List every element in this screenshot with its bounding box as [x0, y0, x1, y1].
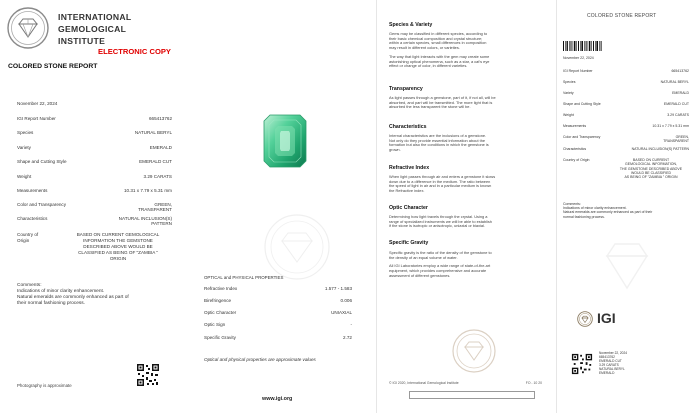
- stub-summary: November 22, 2024 665413762 EMERALD CUT 3.29 CARATS NATURAL BERYL EMERALD: [599, 351, 627, 375]
- origin-value-line: CLASSIFIED AS BEING OF "ZAMBIA ": [78, 250, 158, 255]
- lab-name-line: INTERNATIONAL: [58, 12, 132, 22]
- origin-value-line: GEMOLOGICAL INFORMATION,: [625, 162, 677, 167]
- report-sheet-info: [376, 0, 554, 413]
- field-value-line: TRANSPARENT: [138, 207, 172, 212]
- section-text: Internal characteristics are the inclusions of a gemstone. Not only do they provide essential information about the formation but also the conditions in which the gemstone is grown.: [389, 133, 489, 153]
- report-sheet-main: INTERNATIONAL GEMOLOGICAL INSTITUTE ELECTRONIC COPY COLORED STONE REPORT November 22, 2024 IGI Report Number 665413762 Species NATURAL BERYL Variety EMERALD Shape and Cutting Style EMERALD CUT Weight 3.29 CARATS Measurements 10.31 x 7.79 x 5.31 mm Color and Transparency GREEN, TRANSPARENT Characteristics NATURAL INCLUSION(S) PATTERN Country of Origin BASED ON CURRENT GEMOLOGICAL INFORMATION THE GEMSTONE DESCRIBED ABOVE WOULD BE CLASSIFIED AS BEING OF "ZAMBIA " ORIGIN Comments: Indications of minor clarity enhancement. Natural emeralds are commonly enhanced as part of their normal fashioning process. OPTICAL and PHYSICAL PROPERTIES Refractive Index 1.577 - 1.583 Birefringence 0.006 Optic Character UNIAXIAL Optic Sign - Specific Gravity 2.72 Optical and physical properties are approximate values Photography is approximate www.igi.org: [0, 0, 372, 413]
- origin-value-line: BASED ON CURRENT GEMOLOGICAL: [76, 232, 160, 237]
- barcode-icon: [563, 41, 603, 51]
- igi-logo-icon: [577, 311, 593, 327]
- emerald-gem-image: [262, 113, 308, 169]
- stub-date: November 22, 2024: [563, 56, 594, 60]
- optical-note: Optical and physical properties are approximate values: [204, 357, 316, 362]
- watermark-seal-icon: [591, 228, 663, 300]
- watermark-seal-icon: [451, 328, 497, 374]
- field-value-line: TRANSPARENT: [663, 139, 689, 143]
- section-heading: Characteristics: [389, 124, 427, 130]
- section-heading: Transparency: [389, 86, 423, 92]
- comments-line: Indications of minor clarity enhancement.: [17, 289, 105, 294]
- section-text: Determining how light travels through the crystal. Using a range of specialized instruments we will be able to establish if the stone is isotropic or anisotropic, uniaxial or biaxial.: [389, 214, 492, 229]
- qr-code-icon: [571, 353, 593, 375]
- lab-name-line: GEMOLOGICAL: [58, 24, 127, 34]
- stub-title: COLORED STONE REPORT: [587, 13, 657, 19]
- origin-value-line: INFORMATION THE GEMSTONE: [83, 238, 153, 243]
- comments-title: Comments:: [17, 283, 42, 288]
- qr-code-icon: [136, 363, 160, 387]
- photography-note: Photography is approximate: [17, 383, 72, 388]
- igi-seal-icon: [6, 6, 50, 50]
- section-text: When light passes through air and enters a gemstone it slows down due to a difference in the medium. The ratio between the speed of light in air and in a particular medium is known the Refractive index.: [389, 174, 496, 194]
- comments-line: Natural emeralds are commonly enhanced as part of their: [563, 210, 653, 215]
- origin-value-line: BASED ON CURRENT: [632, 158, 670, 162]
- section-heading: Specific Gravity: [389, 240, 429, 246]
- origin-label-line: Origin: [17, 238, 30, 243]
- field-value-line: GREEN,: [675, 135, 689, 139]
- report-title: COLORED STONE REPORT: [8, 63, 98, 70]
- field-value-line: GREEN,: [154, 202, 172, 207]
- lab-name-line: INSTITUTE: [58, 36, 106, 46]
- electronic-copy-label: ELECTRONIC COPY: [98, 47, 171, 56]
- comments-line: Natural emeralds are commonly enhanced as part of: [17, 295, 129, 300]
- lab-name: [58, 11, 131, 47]
- comments-title: Comments:: [563, 202, 581, 206]
- watermark-seal-icon: [262, 212, 332, 282]
- section-heading: Species & Variety: [389, 22, 433, 28]
- form-code: FO - 10 20: [525, 381, 542, 385]
- section-heading: Refractive Index: [389, 165, 430, 171]
- field-value-line: PATTERN: [151, 221, 172, 226]
- origin-value-line: ORIGIN: [109, 256, 127, 261]
- report-sheet-stub: COLORED STONE REPORT November 22, 2024 IGI Report Number 665413762 Species NATURAL BERYL Variety EMERALD Shape and Cutting Style EMERALD CUT Weight 3.29 CARATS Measurements 10.31 x 7.79 x 5.31 mm Color and Transparency GREEN, TRANSPARENT Characteristics NATURAL INCLUSION(S) PATTERN Country of Origin BASED ON CURRENT GEMOLOGICAL INFORMATION, THE GEMSTONE DESCRIBED ABOVE WOULD BE CLASSIFIED AS BEING OF "ZAMBIA " ORIGIN Comments: Indications of minor clarity enhancement. Natural emeralds are commonly enhanced as part of their normal fashioning process. IGI November 22, 2024 665413762 EMERALD CUT 3.29 CARATS NATURAL BERYL EMERALD: [556, 0, 700, 413]
- report-date: November 22, 2024: [17, 101, 58, 106]
- section-text: Specific gravity is the ratio of the density of the gemstone to the density of an equal volume of water. All IGI Laboratories employ a wide range of state-of-the-art equipment, which provides comprehensive and accurate assessment of different gemstones.: [389, 250, 492, 278]
- comments-section: [17, 283, 177, 307]
- optical-properties-title: OPTICAL and PHYSICAL PROPERTIES: [204, 275, 284, 280]
- field-value-line: NATURAL INCLUSION(S): [118, 216, 172, 221]
- comments-line: their normal fashioning process.: [17, 301, 85, 306]
- igi-logo-text: IGI: [597, 310, 616, 326]
- origin-label-line: Country of: [17, 232, 39, 237]
- origin-value-line: WOULD BE CLASSIFIED: [630, 170, 672, 175]
- stub-comments: [563, 202, 689, 219]
- comments-line: Indications of minor clarity enhancement.: [563, 206, 627, 211]
- security-strip: [409, 391, 535, 399]
- section-heading: Optic Character: [389, 205, 428, 211]
- website-link[interactable]: www.igi.org: [262, 396, 293, 402]
- comments-line: normal fashioning process.: [563, 214, 605, 219]
- section-text: Gems may be classified in different species, according to their basic chemical composition and crystal structure; within a certain species, small differences in composition may result in different colors, or varieties. The way that light interacts with the gem may create some astonishing optical phenomena, such as a star, a cat's eye effect or change of color, in different varieties.: [389, 31, 490, 69]
- copyright-text: © IGI 2020, International Gemological Institute: [389, 381, 459, 385]
- section-text: As light passes through a gemstone, part of it, if not all, will be absorbed, and part will be transmitted. The more light that is absorbed the less transparent the stone will be.: [389, 95, 496, 110]
- origin-value-line: THE GEMSTONE DESCRIBED ABOVE: [619, 166, 683, 171]
- origin-value-line: DESCRIBED ABOVE WOULD BE: [83, 244, 153, 249]
- origin-value-line: AS BEING OF "ZAMBIA " ORIGIN: [624, 175, 678, 180]
